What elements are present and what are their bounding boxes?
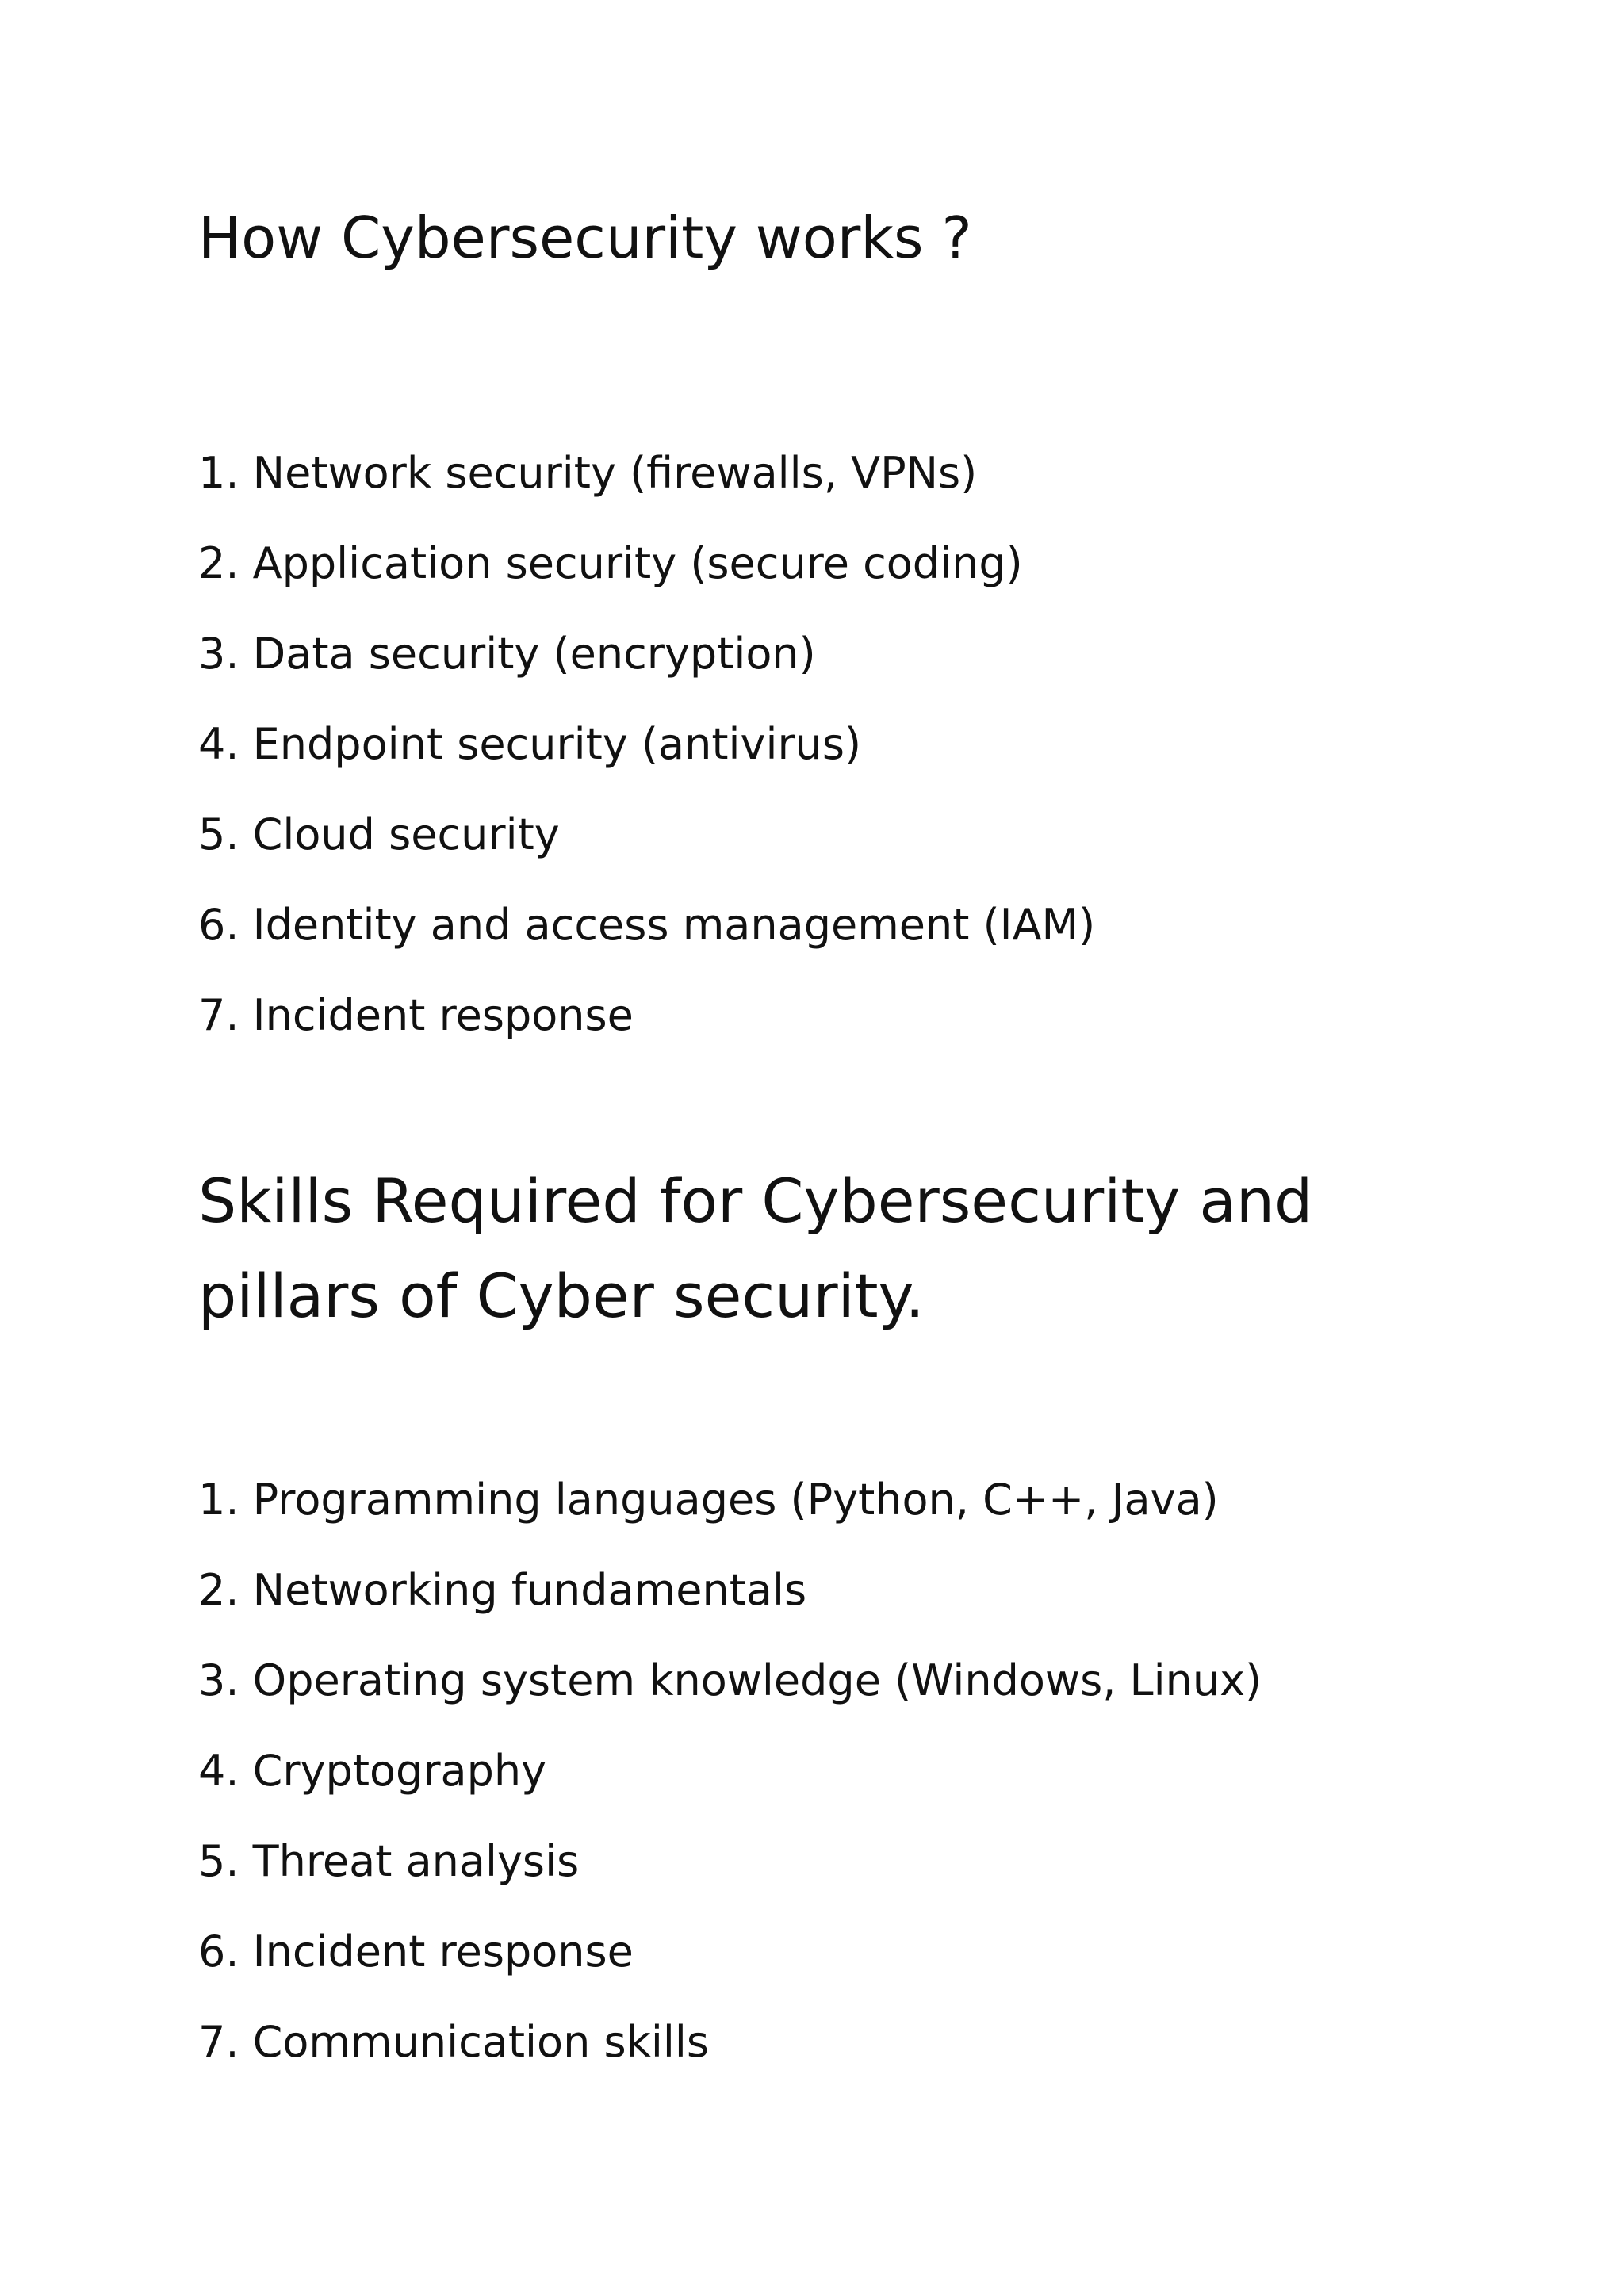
cybersecurity-skills-list (198, 1455, 1435, 2087)
list-item: 1. Programming languages (Python, C++, Java) (198, 1475, 1219, 1525)
list-item: 6. Incident response (198, 1927, 634, 1976)
list-item: 2. Application security (secure coding) (198, 538, 1023, 588)
list-item: 5. Cloud security (198, 809, 560, 859)
section-heading-how-cybersecurity-works: How Cybersecurity works ? (198, 205, 972, 271)
cybersecurity-components-list (198, 428, 1435, 1061)
list-item: 4. Endpoint security (antivirus) (198, 719, 862, 769)
list-item: 7. Communication skills (198, 2017, 710, 2067)
list-item: 2. Networking fundamentals (198, 1565, 807, 1615)
list-item: 3. Data security (encryption) (198, 629, 816, 679)
section-heading-skills-required: Skills Required for Cybersecurity and pillars of Cyber security. (198, 1165, 1313, 1331)
list-item: 7. Incident response (198, 990, 634, 1040)
list-item: 1. Network security (firewalls, VPNs) (198, 448, 978, 498)
list-item: 4. Cryptography (198, 1746, 547, 1796)
list-item: 6. Identity and access management (IAM) (198, 900, 1096, 950)
list-item: 5. Threat analysis (198, 1836, 580, 1886)
list-item: 3. Operating system knowledge (Windows, Linux) (198, 1655, 1262, 1705)
